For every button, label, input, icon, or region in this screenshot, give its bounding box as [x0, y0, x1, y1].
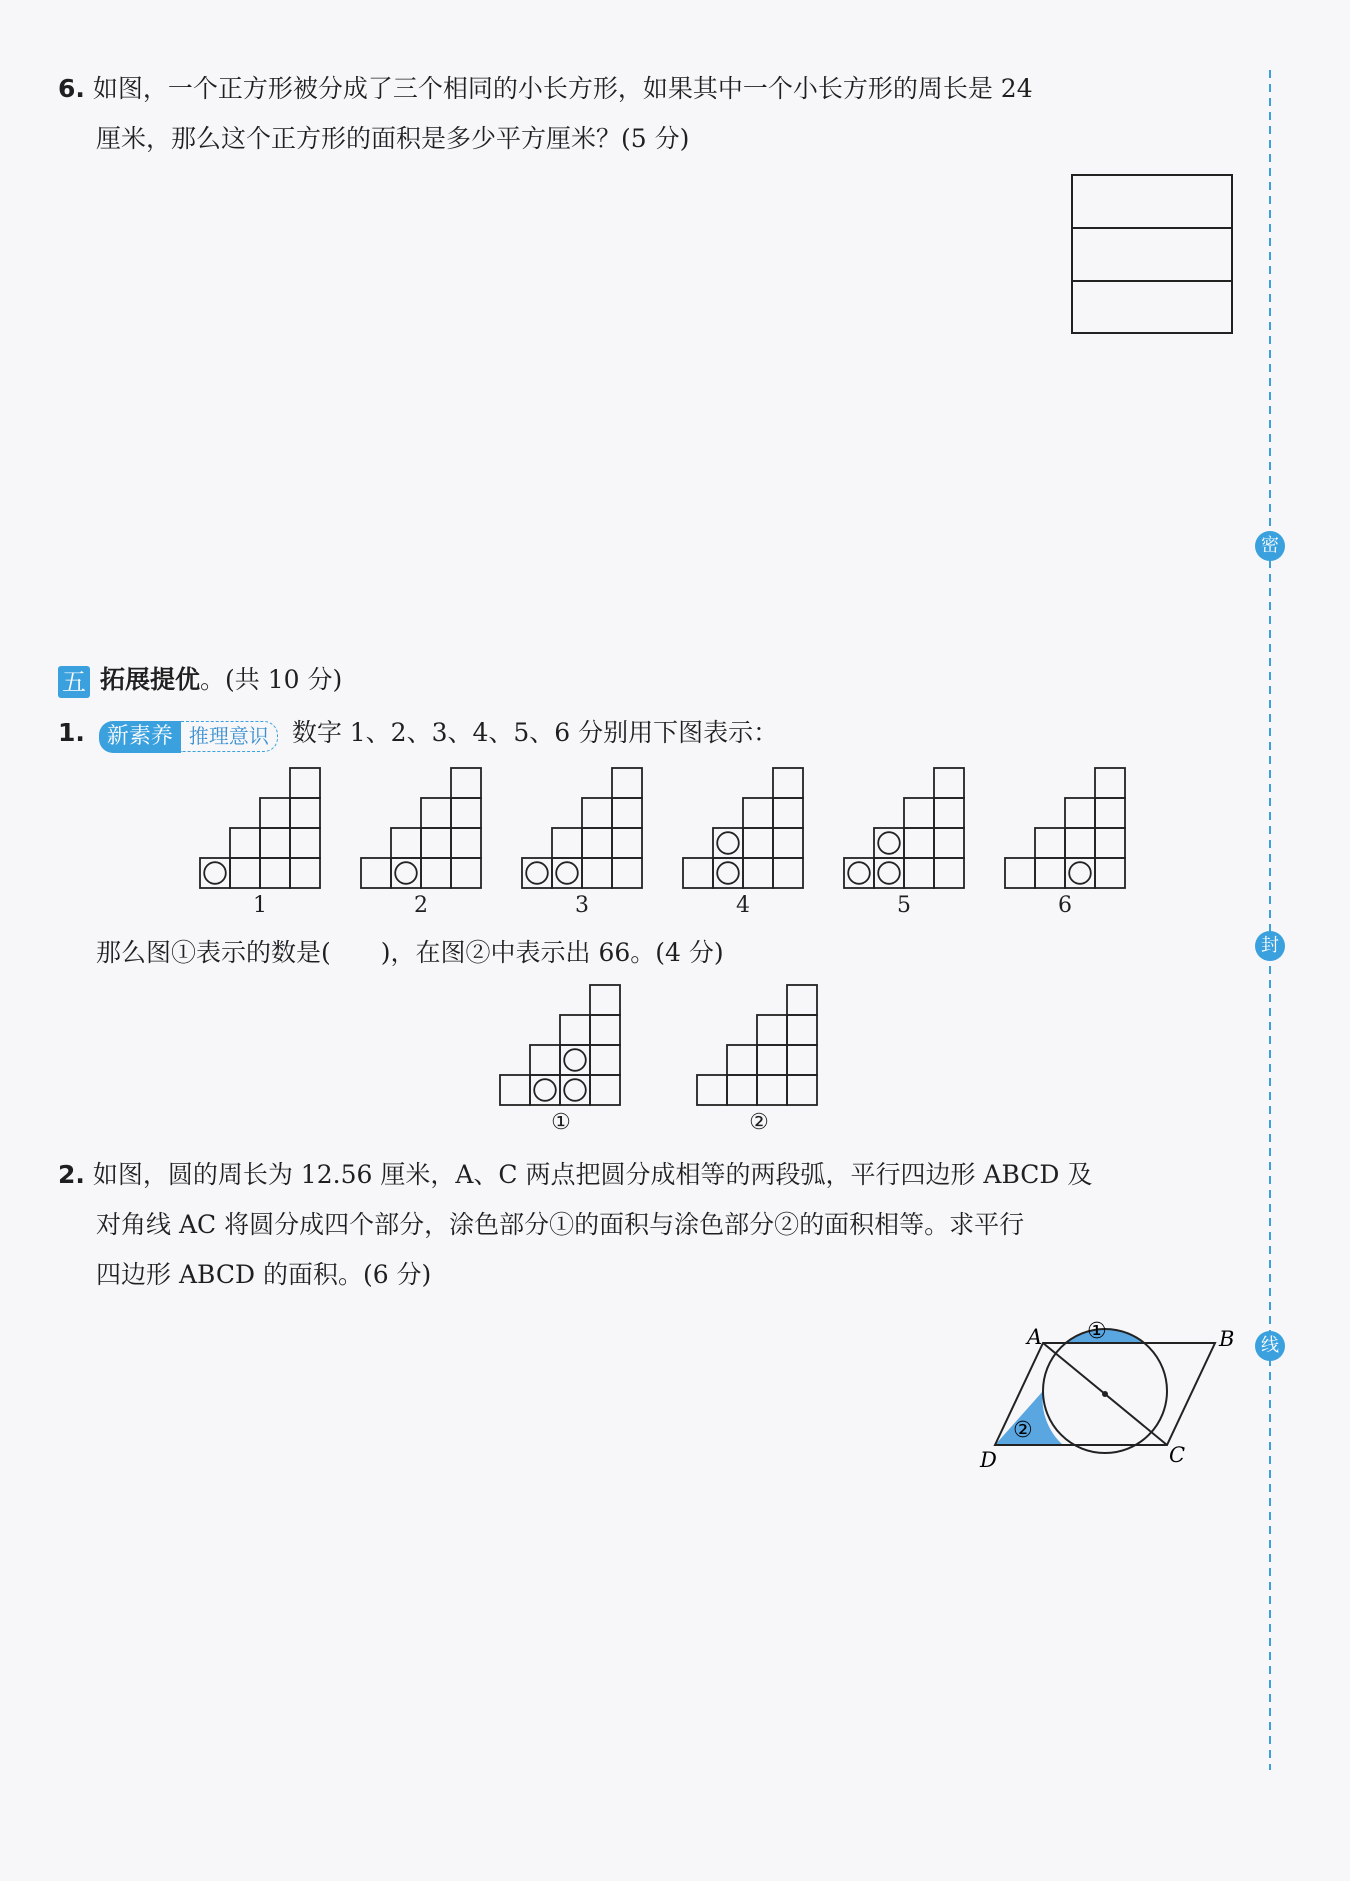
- stair-cell: [787, 1015, 817, 1045]
- stair-cell: [1095, 858, 1125, 888]
- stair-cell: [1095, 798, 1125, 828]
- section-title: 拓展提优: [100, 665, 201, 694]
- stair-cell: [773, 798, 803, 828]
- label-c: C: [1169, 1443, 1186, 1467]
- stair-cell: [787, 1045, 817, 1075]
- stair-cell: [560, 1015, 590, 1045]
- question-number: 6.: [58, 74, 85, 103]
- stair-cell: [743, 858, 773, 888]
- stair-cell: [590, 1045, 620, 1075]
- stair-cell: [612, 798, 642, 828]
- stair-cell: [934, 858, 964, 888]
- staircase-figure: [500, 985, 620, 1105]
- stair-cell: [727, 1045, 757, 1075]
- stair-cell: [260, 858, 290, 888]
- question-intro-text: 数字 1、2、3、4、5、6 分别用下图表示：: [291, 718, 779, 747]
- question-number: 1.: [58, 718, 85, 747]
- question-1-intro: [58, 708, 1258, 760]
- stair-cell: [904, 858, 934, 888]
- section-badge: 五: [58, 666, 90, 698]
- stair-circle: [395, 862, 417, 884]
- stair-cell: [421, 828, 451, 858]
- stair-cell: [590, 1075, 620, 1105]
- stair-cell: [290, 828, 320, 858]
- stair-circle: [717, 832, 739, 854]
- staircase-figure: [200, 768, 320, 888]
- stair-cell: [451, 798, 481, 828]
- stair-cell: [934, 768, 964, 798]
- stair-circle: [534, 1079, 556, 1101]
- stair-cell: [290, 768, 320, 798]
- stair-circle: [556, 862, 578, 884]
- stair-cell: [361, 858, 391, 888]
- figure-label-1: 1: [253, 893, 267, 918]
- figure-label-6: 6: [1058, 893, 1072, 918]
- stair-cell: [904, 798, 934, 828]
- question-6: [58, 64, 1258, 164]
- literacy-tag: [99, 710, 278, 760]
- stair-cell: [1095, 768, 1125, 798]
- question-text-line2: 对角线 AC 将圆分成四个部分，涂色部分①的面积与涂色部分②的面积相等。求平行: [96, 1210, 1025, 1239]
- question-text-line3: 四边形 ABCD 的面积。(6 分): [96, 1260, 432, 1289]
- mark-region-2: ②: [1013, 1418, 1033, 1443]
- stair-cell: [552, 828, 582, 858]
- stair-cell: [773, 858, 803, 888]
- stair-circle: [878, 832, 900, 854]
- label-a: A: [1027, 1325, 1043, 1349]
- stair-cell: [787, 1075, 817, 1105]
- staircase-figure: [1005, 768, 1125, 888]
- stair-cell: [391, 828, 421, 858]
- staircase-figure: [844, 768, 964, 888]
- stair-cell: [757, 1015, 787, 1045]
- stair-cell: [582, 858, 612, 888]
- stair-cell: [757, 1075, 787, 1105]
- figure-label-circled-2: ②: [749, 1110, 769, 1135]
- stair-cell: [612, 828, 642, 858]
- stair-cell: [1035, 828, 1065, 858]
- figure-label-2: 2: [414, 893, 428, 918]
- stair-cell: [290, 858, 320, 888]
- tag-reasoning: 推理意识: [181, 721, 278, 752]
- stair-cell: [697, 1075, 727, 1105]
- stair-circle: [717, 862, 739, 884]
- stair-circle: [848, 862, 870, 884]
- answer-figures: [495, 980, 835, 1112]
- stair-cell: [590, 1015, 620, 1045]
- question-text-line1: 如图，圆的周长为 12.56 厘米，A、C 两点把圆分成相等的两段弧，平行四边形 ABCD 及: [92, 1160, 1093, 1189]
- question-1-prompt: 那么图①表示的数是( )，在图②中表示出 66。(4 分): [96, 938, 724, 967]
- question-text-line1: 如图，一个正方形被分成了三个相同的小长方形，如果其中一个小长方形的周长是 24: [92, 74, 1033, 103]
- stair-cell: [1065, 828, 1095, 858]
- stair-cell: [451, 768, 481, 798]
- stair-cell: [1095, 828, 1125, 858]
- question-text-line2: 厘米，那么这个正方形的面积是多少平方厘米？(5 分): [96, 124, 690, 153]
- stair-cell: [260, 828, 290, 858]
- binding-mark-2: 封: [1255, 931, 1285, 961]
- stair-circle: [526, 862, 548, 884]
- stair-cell: [612, 858, 642, 888]
- stair-cell: [904, 828, 934, 858]
- section-score: 。(共 10 分): [200, 665, 343, 694]
- stair-cell: [451, 828, 481, 858]
- figure-label-circled-1: ①: [551, 1110, 571, 1135]
- label-d: D: [980, 1448, 997, 1470]
- stair-cell: [260, 798, 290, 828]
- stair-circle: [1069, 862, 1091, 884]
- stair-cell: [787, 985, 817, 1015]
- stair-cell: [934, 798, 964, 828]
- stair-cell: [230, 828, 260, 858]
- staircase-figure: [361, 768, 481, 888]
- stair-cell: [1035, 858, 1065, 888]
- stair-cell: [1005, 858, 1035, 888]
- square-figure: [1070, 173, 1240, 339]
- stair-circle: [878, 862, 900, 884]
- stair-cell: [590, 985, 620, 1015]
- stair-cell: [743, 798, 773, 828]
- square-outline: [1072, 175, 1232, 333]
- stair-cell: [230, 858, 260, 888]
- question-number: 2.: [58, 1160, 85, 1189]
- label-b: B: [1219, 1327, 1235, 1351]
- binding-dashed-line: [1265, 70, 1275, 1770]
- stair-cell: [1065, 798, 1095, 828]
- stair-cell: [612, 768, 642, 798]
- stair-cell: [421, 798, 451, 828]
- stair-cell: [451, 858, 481, 888]
- stair-cell: [743, 828, 773, 858]
- stair-circle: [564, 1079, 586, 1101]
- mark-region-1: ①: [1087, 1319, 1107, 1344]
- figure-label-3: 3: [575, 893, 589, 918]
- stair-cell: [290, 798, 320, 828]
- staircase-figure: [522, 768, 642, 888]
- figure-label-4: 4: [736, 893, 750, 918]
- binding-mark-3: 线: [1255, 1331, 1285, 1361]
- staircase-figure: [697, 985, 817, 1105]
- tag-new-literacy: 新素养: [99, 721, 181, 753]
- section-heading: [58, 655, 342, 705]
- center-point: [1102, 1391, 1108, 1397]
- stair-cell: [582, 798, 612, 828]
- stair-cell: [757, 1045, 787, 1075]
- digit-figures: [190, 760, 1150, 910]
- circle-parallelogram-figure: [975, 1310, 1255, 1470]
- staircase-figure: [683, 768, 803, 888]
- stair-cell: [421, 858, 451, 888]
- stair-circle: [204, 862, 226, 884]
- figure-label-5: 5: [897, 893, 911, 918]
- question-2: [58, 1150, 1258, 1300]
- stair-cell: [727, 1075, 757, 1105]
- stair-cell: [530, 1045, 560, 1075]
- stair-cell: [934, 828, 964, 858]
- stair-cell: [773, 828, 803, 858]
- binding-mark-1: 密: [1255, 531, 1285, 561]
- stair-cell: [773, 768, 803, 798]
- stair-cell: [683, 858, 713, 888]
- stair-circle: [564, 1049, 586, 1071]
- stair-cell: [500, 1075, 530, 1105]
- stair-cell: [582, 828, 612, 858]
